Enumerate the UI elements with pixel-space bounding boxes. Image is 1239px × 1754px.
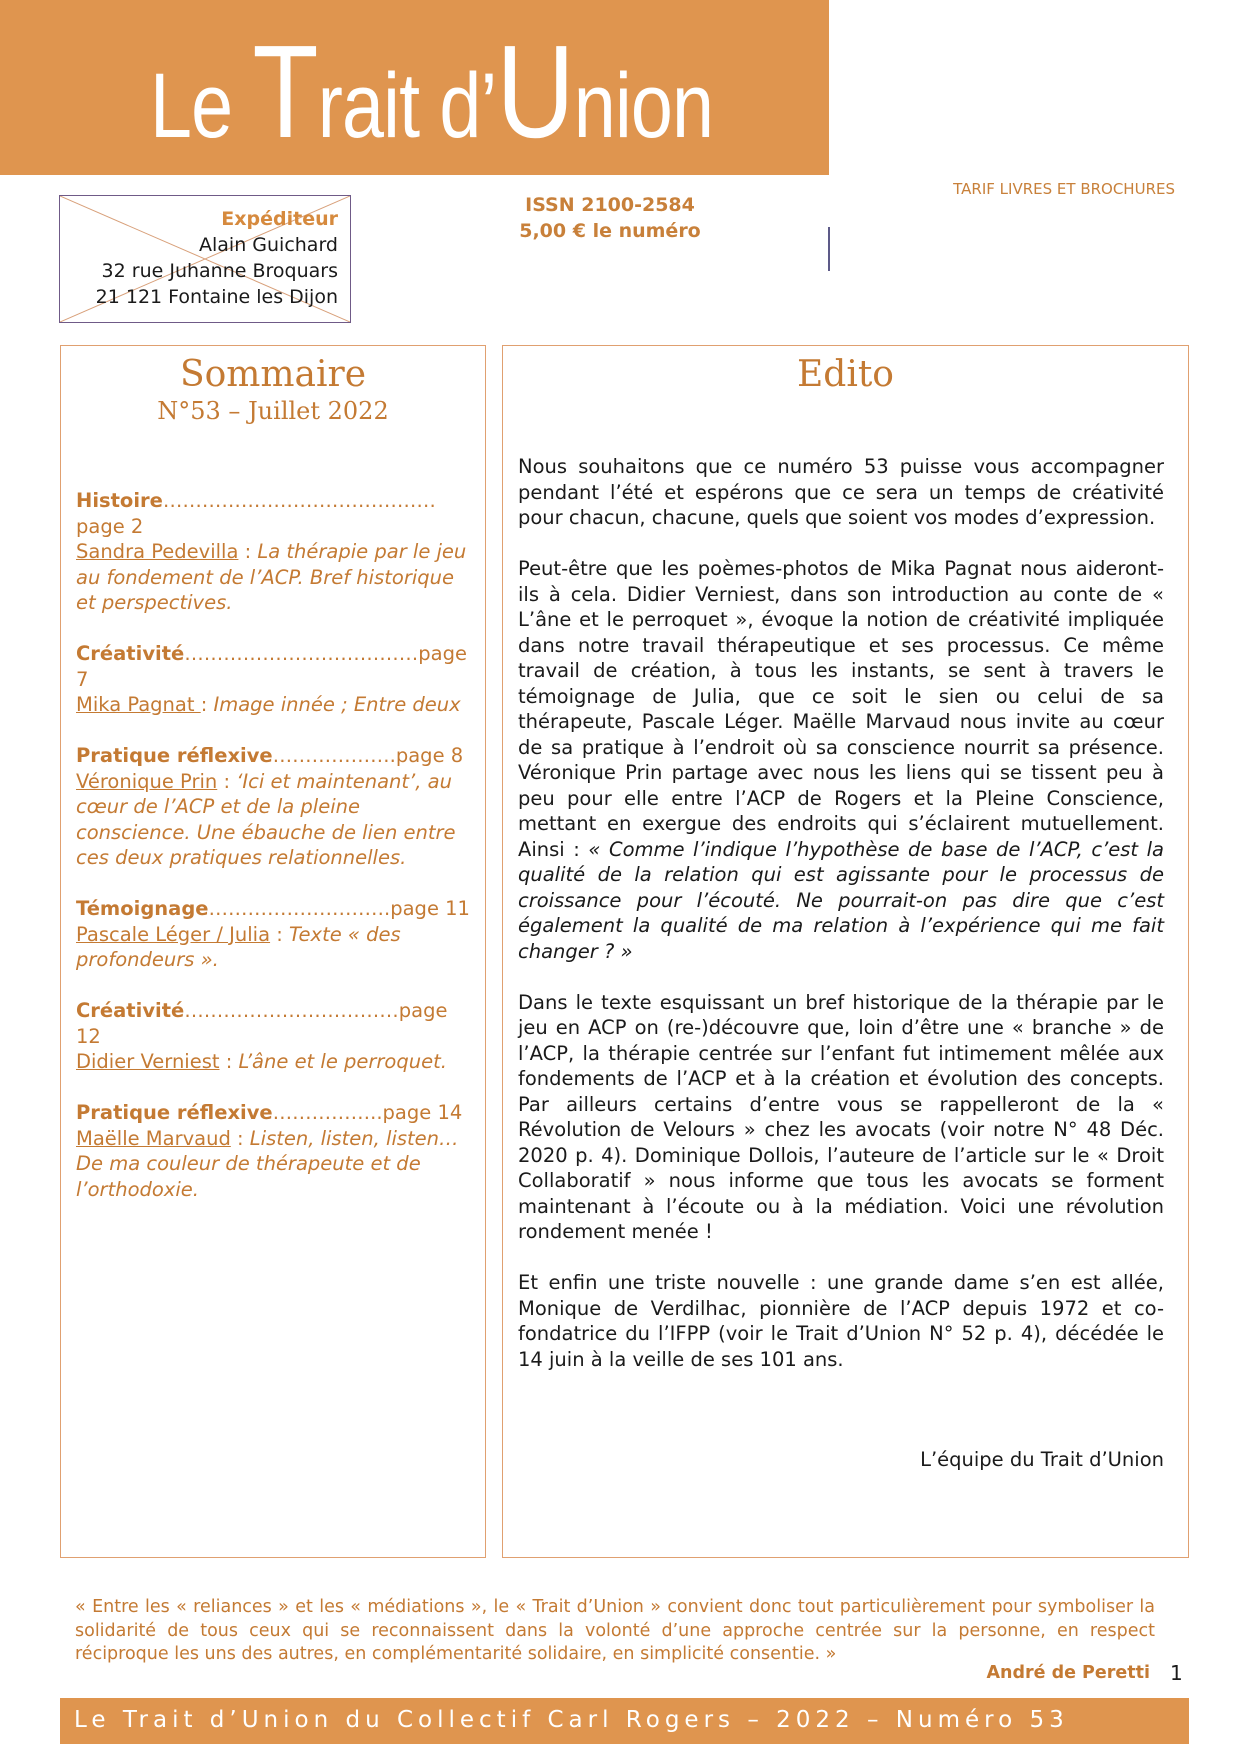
page-number: 1 bbox=[1170, 1661, 1183, 1685]
toc-author[interactable]: Maëlle Marvaud bbox=[76, 1126, 231, 1150]
toc-author[interactable]: Sandra Pedevilla bbox=[76, 540, 239, 563]
edito-title: Edito bbox=[797, 354, 894, 395]
toc-author[interactable]: Mika Pagnat bbox=[76, 693, 201, 716]
issn-block bbox=[505, 192, 715, 244]
sender-box bbox=[59, 195, 351, 323]
sender-city: 21 121 Fontaine les Dijon bbox=[95, 286, 338, 308]
toc-author[interactable]: Didier Verniest bbox=[76, 1050, 220, 1073]
tarif-label: TARIF LIVRES ET BROCHURES bbox=[953, 180, 1175, 198]
vertical-divider bbox=[828, 227, 830, 271]
edito-paragraph: Nous souhaitons que ce numéro 53 puisse vous accompagner pendant l’été et espérons que ce sera un temps de créativité pour chacun, chacune, quels que soient vos modes d’expression. bbox=[518, 455, 1164, 529]
footer-text: Le Trait d’Union du Collectif Carl Rogers – 2022 – Numéro 53 bbox=[74, 1707, 1069, 1733]
edito-paragraph: Et enfin une triste nouvelle : une grande dame s’en est allée, Monique de Verdilhac, pionnière de l’ACP depuis 1972 et co-fondatrice du l’IFPP (voir le Trait d’Union N° 52 p. 4), décédée le 14 juin à la veille de ses 101 ans. bbox=[518, 1271, 1164, 1371]
toc-entry[interactable]: Témoignage……………………….page 11 Pascale Léger / Julia : Texte « des profondeurs ». bbox=[76, 897, 470, 971]
toc-entry[interactable]: Créativité……………………………page 12 Didier Verniest : L’âne et le perroquet. bbox=[76, 999, 448, 1073]
toc-entry[interactable]: Pratique réflexive……………….page 8 Véronique Prin : ‘Ici et maintenant’, au cœur de l’ACP et de la pleine conscience. Une ébauche de lien entre ces deux pratiques relationnelles. bbox=[76, 744, 464, 869]
edito-quote: « Comme l’indique l’hypothèse de base de l’ACP, c’est la qualité de la relation qui est agissante pour le processus de croissance pour l’écouté. Ne pourrait-on pas dire que c’est également la qualité de ma relation à l’expérience qui me fait changer ? » bbox=[518, 837, 1164, 963]
masthead-title: Le Trait d’Union bbox=[150, 18, 714, 165]
closing-quote: « Entre les « reliances » et les « médiations », le « Trait d’Union » convient donc tout particulièrement pour symboliser la solidarité de tous ceux qui se reconnaissent dans la volonté d’une approche centrée sur la personne, en respect réciproque les uns des autres, en complémentarité solidaire, en simplicité consentie. » bbox=[75, 1597, 1155, 1664]
quote-author: André de Peretti bbox=[986, 1663, 1150, 1683]
toc-author[interactable]: Pascale Léger / Julia bbox=[76, 922, 271, 946]
toc-author[interactable]: Véronique Prin bbox=[76, 769, 218, 793]
toc-entry[interactable]: Histoire……………………………………page 2 Sandra Pedevilla : La thérapie par le jeu au fondement de l’ACP. Bref historique et perspectives. bbox=[76, 489, 467, 614]
sender-label: Expéditeur bbox=[221, 208, 338, 230]
edito-paragraph: Peut-être que les poèmes-photos de Mika Pagnat nous aideront-ils à cela. Didier Verniest, dans son introduction au conte de « L’âne et le perroquet », évoque la notion de créativité impliquée dans notre travail thérapeutique et ses processus. Ce même travail de création, à tous les instants, se sent à travers le témoignage de Julia, que ce soit le sien ou celui de sa thérapeute, Pascale Léger. Maëlle Marvaud nous invite au cœur de sa pratique à l’endroit où sa conscience nourrit sa présence. Véronique Prin partage avec nous les liens qui se tissent peu à peu pour elle entre l’ACP de Rogers et la Pleine Conscience, mettant en exergue des endroits qui s’éclairent mutuellement. Ainsi : « Comme l’indique l’hypothèse de base de l’ACP, c’est la qualité de la relation qui est agissante pour le processus de croissance pour l’écouté. Ne pourrait-on pas dire que c’est également la qualité de ma relation à l’expérience qui me fait changer ? » bbox=[518, 557, 1164, 963]
issn-code: ISSN 2100-2584 bbox=[525, 194, 695, 216]
edito-paragraph: Dans le texte esquissant un bref historique de la thérapie par le jeu en ACP on (re-)découvre que, loin d’être une « branche » de l’ACP, la thérapie centrée sur l’enfant fut intimement mêlée aux fondements de l’ACP et à la création et évolution des concepts. Par ailleurs certains d’entre vous se rappelleront de la « Révolution de Velours » chez les avocats (voir notre N° 48 Déc. 2020 p. 4). Dominique Dollois, l’auteure de l’article sur le « Droit Collaboratif » nous informe que tous les avocats se forment maintenant à l’écoute ou à la médiation. Voici une révolution rondement menée ! bbox=[518, 990, 1164, 1243]
toc-entry[interactable]: Créativité………………………………page 7 Mika Pagnat : Image innée ; Entre deux bbox=[76, 642, 467, 716]
sender-name: Alain Guichard bbox=[199, 234, 338, 256]
footer-bar bbox=[60, 1698, 1189, 1744]
edito-body bbox=[518, 454, 1164, 1398]
table-of-contents bbox=[76, 488, 476, 1228]
edito-signoff: L’équipe du Trait d’Union bbox=[920, 1448, 1164, 1471]
toc-entry[interactable]: Pratique réflexive……………..page 14 Maëlle Marvaud : Listen, listen, listen… De ma couleur de thérapeute et de l’orthodoxie. bbox=[76, 1101, 463, 1201]
sommaire-title: Sommaire bbox=[179, 354, 367, 395]
masthead bbox=[0, 0, 829, 175]
issue-price: 5,00 € le numéro bbox=[519, 220, 701, 242]
sommaire-issue: N°53 – Juillet 2022 bbox=[157, 397, 389, 425]
sender-street: 32 rue Juhanne Broquars bbox=[101, 260, 338, 282]
